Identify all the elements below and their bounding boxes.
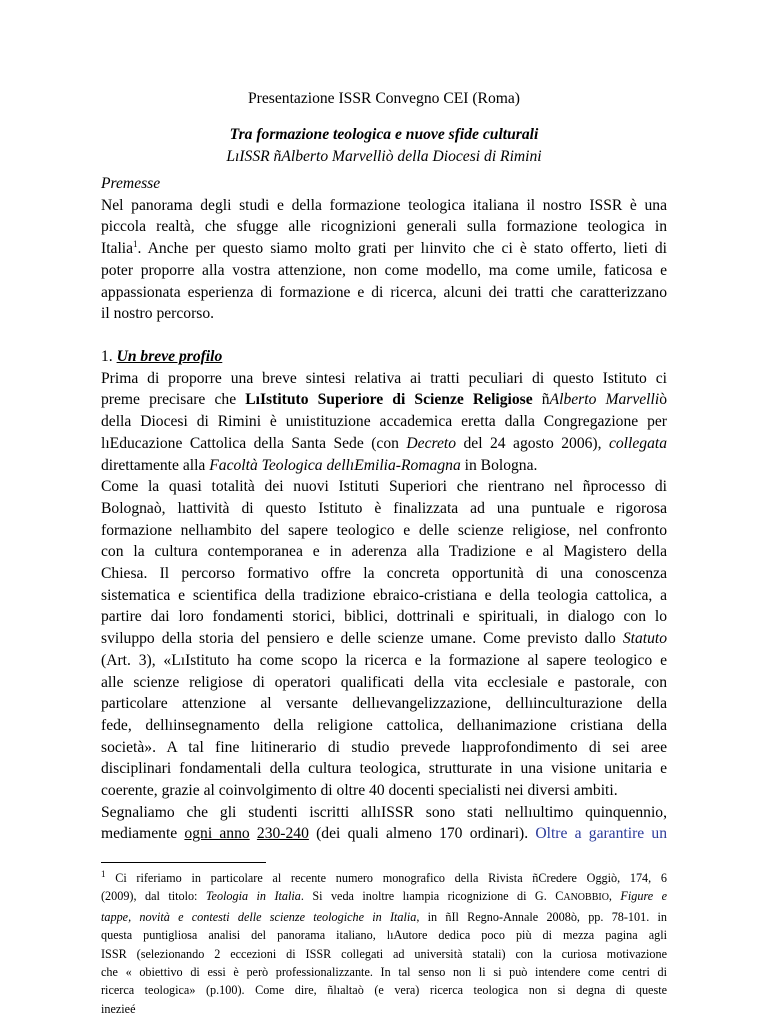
paragraph-line: Chiesa. Il percorso formativo offre la concreta opportunità di una conoscenza (101, 565, 667, 583)
section-title: Un breve profilo (116, 348, 223, 365)
emphasis: collegata (608, 434, 667, 452)
text-span: mediamente (101, 825, 185, 843)
footnote-reference[interactable]: 1 (133, 238, 138, 249)
footnote-line (101, 908, 667, 926)
highlighted-text: Oltre a garantire un (535, 825, 667, 843)
paragraph-line (101, 389, 667, 411)
text-span (250, 825, 257, 842)
emphasis: tappe, novità e contesti delle scienze teologiche in Italia (101, 909, 417, 924)
paragraph-line: partire dai loro fondamenti storici, biblici, dottrinali e spirituali, in dialogo con lo (101, 608, 667, 626)
text-span: , (608, 889, 621, 904)
emphasis: Teologia in Italia (205, 889, 301, 904)
section-number: 1. (101, 348, 117, 365)
footnote-line (101, 887, 667, 907)
text-span: preme precisare che (101, 391, 246, 409)
text-span: in Bologna. (460, 456, 538, 474)
footnote-number: 1 (101, 868, 106, 879)
paragraph-line: Come la quasi totalità dei nuovi Istituti Superiori che rientrano nel ñprocesso di (101, 478, 667, 496)
paragraph-line: alle scienze religiose di operatori qualificati della vita ecclesiale e pastorale, con (101, 673, 667, 691)
emphasis: Figure e (620, 889, 667, 904)
paragraph-line: sistematica e scientifica della tradizione ebraico-cristiana e della teologia cattolica, a (101, 586, 667, 604)
footnote (101, 869, 667, 1018)
underlined-text: ogni anno (184, 825, 250, 843)
paragraph-line: (Art. 3), «LıIstituto ha come scopo la ricerca e la formazione al sapere teologico e (101, 651, 667, 669)
emphasis: Statuto (622, 630, 667, 648)
paragraph-line: Prima di proporre una breve sintesi relativa ai tratti peculiari di questo Istituto ci (101, 369, 667, 387)
footnote-line: ricerca teologica» (p.100). Come dire, ñlıaltaò (e vera) ricerca teologica non si degna di queste (101, 983, 667, 998)
text-span: sviluppo della storia del pensiero e delle scienze umane. Come previsto dallo (101, 630, 623, 648)
footnote-separator (101, 862, 266, 863)
emphasis: Facoltà Teologica dellıEmilia-Romagna (209, 456, 461, 474)
text-span: Ci riferiamo in particolare al recente numero monografico della Rivista ñCredere Oggiò, 174, 6 (105, 871, 667, 885)
paragraph-line: società». A tal fine lıitinerario di studio prevede lıapprofondimento di sei aree (101, 738, 667, 756)
text-span: , in ñIl Regno-Annale 2008ò, pp. 78-101. in (416, 909, 667, 924)
footnote-line (101, 869, 667, 887)
section-premesse (101, 173, 667, 325)
paragraph-line: Nel panorama degli studi e della formazione teologica italiana il nostro ISSR è una (101, 196, 667, 214)
institute-name: LıIstituto Superiore di Scienze Religiose (245, 391, 533, 409)
section-heading (101, 346, 667, 368)
text-span: . Anche per questo siamo molto grati per lıinvito che ci è stato offerto, lieti di (137, 240, 667, 258)
paragraph-line: il nostro percorso. (101, 305, 215, 323)
paragraph-line: appassionata esperienza di formazione e di ricerca, alcuni dei tratti che caratterizzano (101, 283, 667, 301)
document-title: Presentazione ISSR Convegno CEI (Roma) (248, 90, 520, 107)
footnote-line: ISSR (selezionando 2 eccezioni di ISSR collegati ad università statali) con la curiosa motivazione (101, 946, 667, 961)
section-profilo (101, 346, 667, 845)
paragraph-line: fede, dellıinsegnamento della religione cattolica, dellıanimazione cristiana della (101, 716, 667, 734)
footnote-line: inezieé (101, 1001, 136, 1016)
paragraph-line: con la cultura contemporanea e in aderenza alla Tradizione e al Magistero della (101, 543, 667, 561)
document-subtitle: Tra formazione teologica e nuove sfide culturali (229, 126, 539, 143)
text-span: (2009), dal titolo: (101, 889, 206, 904)
text-span: lıEducazione Cattolica della Santa Sede (con (101, 434, 407, 452)
text-span: direttamente alla (101, 456, 210, 474)
paragraph-line (101, 433, 667, 455)
paragraph-line: formazione nellıambito del sapere teologico e delle scienze religiose, nel confronto (101, 521, 667, 539)
paragraph-line: Bolognaò, lıattività di questo Istituto è finalizzata ad una puntuale e rigorosa (101, 499, 667, 517)
paragraph-line: disciplinari fondamentali della cultura teologica, strutturate in una visione unitaria e (101, 760, 667, 778)
paragraph-line (101, 823, 667, 845)
paragraph-line: della Diocesi di Rimini è unıistituzione accademica eretta dalla Congregazione per (101, 413, 667, 431)
paragraph-line (101, 628, 667, 650)
text-span: ñ (532, 391, 550, 409)
paragraph-line: piccola realtà, che sfugge alle ricognizioni generali sulla formazione teologica in (101, 218, 667, 236)
paragraph-line (101, 455, 667, 477)
paragraph-line (101, 238, 667, 260)
paragraph-line: coerente, grazie al coinvolgimento di oltre 40 docenti specialisti nei diversi ambiti. (101, 782, 618, 800)
paragraph-line: Segnaliamo che gli studenti iscritti allıISSR sono stati nellıultimo quinquennio, (101, 803, 667, 821)
footnote-line: che « obiettivo di essi è però professionalizzante. In tal senso non li si può intendere come centri di (101, 965, 667, 980)
paragraph-line: particolare attenzione al versante dellıevangelizzazione, dellıinculturazione della (101, 695, 667, 713)
underlined-number: 230-240 (256, 825, 309, 843)
document-subtitle-issr: LıISSR ñAlberto Marvelliò della Diocesi di Rimini (226, 148, 542, 165)
text-span: del 24 agosto 2006), (456, 434, 609, 452)
text-span: ò (659, 391, 667, 409)
institute-dedication: Alberto Marvelli (549, 391, 660, 409)
footnote-line: questa puntigliosa analisi del panorama italiano, lıAutore dedica poco più di mezza pagina agli (101, 928, 667, 943)
text-span: Italia (101, 240, 134, 258)
small-caps-text: ANOBBIO (563, 892, 609, 904)
section-heading: Premesse (101, 175, 161, 192)
emphasis: Decreto (406, 434, 457, 452)
text-span: . Si veda inoltre lıampia ricognizione di G. C (300, 889, 564, 904)
text-span: (dei quali almeno 170 ordinari). (308, 825, 536, 843)
paragraph-line: poter proporre alla vostra attenzione, non come modello, ma come umile, faticosa e (101, 261, 667, 279)
